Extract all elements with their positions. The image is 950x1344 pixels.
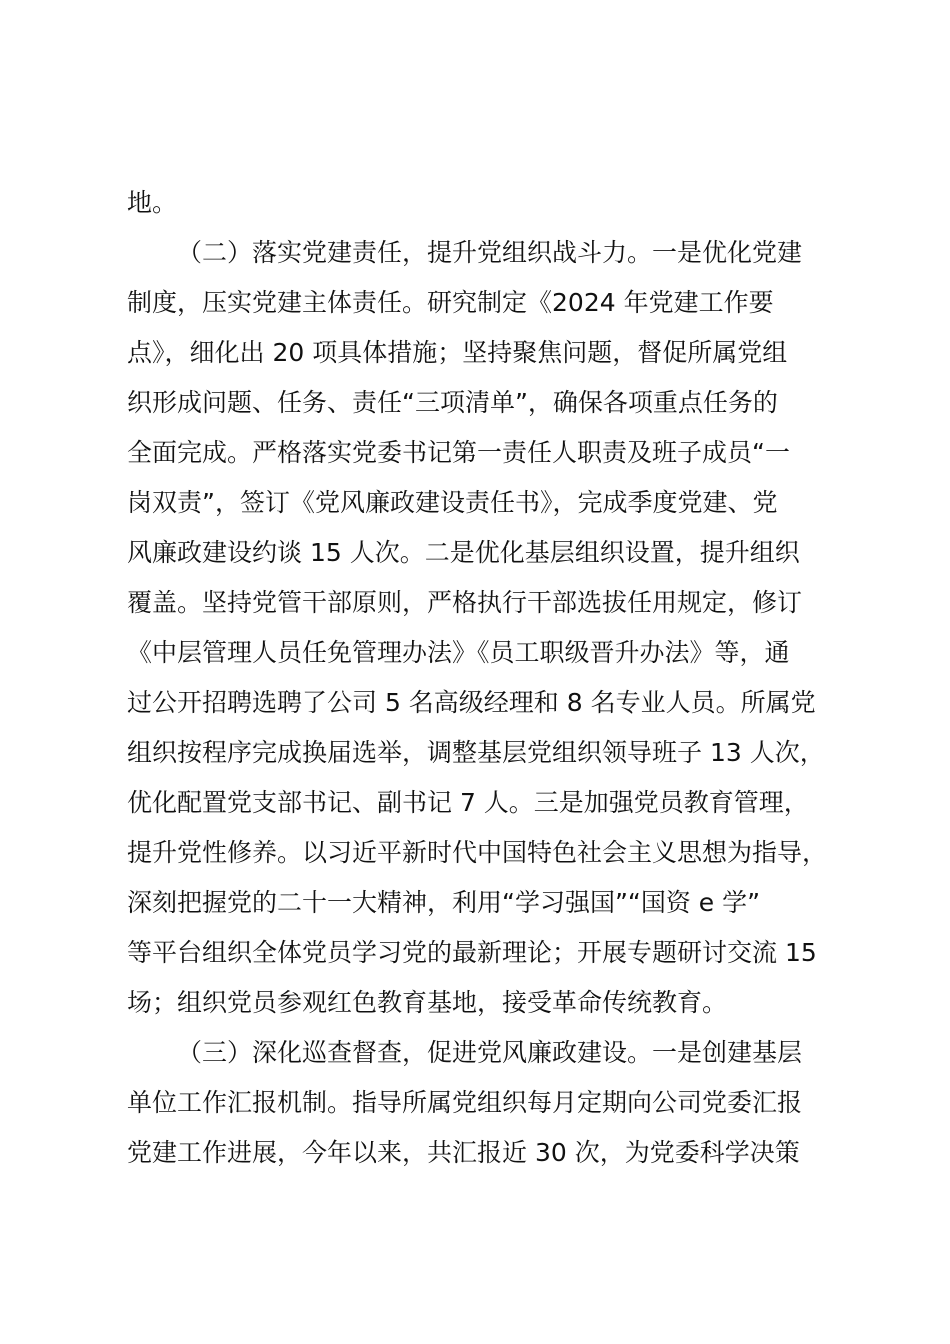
text-line-17: 场；组织党员参观红色教育基地，接受革命传统教育。 — [127, 988, 728, 1017]
text-line-8: 风廉政建设约谈 15 人次。二是优化基层组织设置，提升组织 — [127, 538, 800, 567]
text-line-12: 组织按程序完成换届选举，调整基层党组织领导班子 13 人次， — [127, 738, 825, 767]
text-line-20: 党建工作进展，今年以来，共汇报近 30 次，为党委科学决策 — [127, 1138, 800, 1167]
text-line-19: 单位工作汇报机制。指导所属党组织每月定期向公司党委汇报 — [127, 1088, 803, 1117]
section-heading-3: （三）深化巡查督查，促进党风廉政建设。一是创建基层 — [177, 1038, 803, 1067]
text-line-11: 过公开招聘选聘了公司 5 名高级经理和 8 名专业人员。所属党 — [127, 688, 816, 717]
text-line-4: 点》，细化出 20 项具体措施；坚持聚焦问题，督促所属党组 — [127, 338, 788, 367]
text-line-15: 深刻把握党的二十一大精神，利用“学习强国”“国资 e 学” — [127, 888, 761, 917]
text-line-7: 岗双责”，签订《党风廉政建设责任书》，完成季度党建、党 — [127, 488, 778, 517]
text-line-10: 《中层管理人员任免管理办法》《员工职级晋升办法》等，通 — [127, 638, 790, 667]
text-line-16: 等平台组织全体党员学习党的最新理论；开展专题研讨交流 15 — [127, 938, 817, 967]
text-line-14: 提升党性修养。以习近平新时代中国特色社会主义思想为指导， — [127, 838, 828, 867]
section-heading-2: （二）落实党建责任，提升党组织战斗力。一是优化党建 — [177, 238, 803, 267]
text-line-13: 优化配置党支部书记、副书记 7 人。三是加强党员教育管理， — [127, 788, 809, 817]
text-line-9: 覆盖。坚持党管干部原则，严格执行干部选拔任用规定，修订 — [127, 588, 803, 617]
text-line-1: 地。 — [127, 188, 178, 217]
text-line-6: 全面完成。严格落实党委书记第一责任人职责及班子成员“一 — [127, 438, 790, 467]
text-line-5: 织形成问题、任务、责任“三项清单”，确保各项重点任务的 — [127, 388, 778, 417]
text-line-3: 制度，压实党建主体责任。研究制定《2024 年党建工作要 — [127, 288, 774, 317]
